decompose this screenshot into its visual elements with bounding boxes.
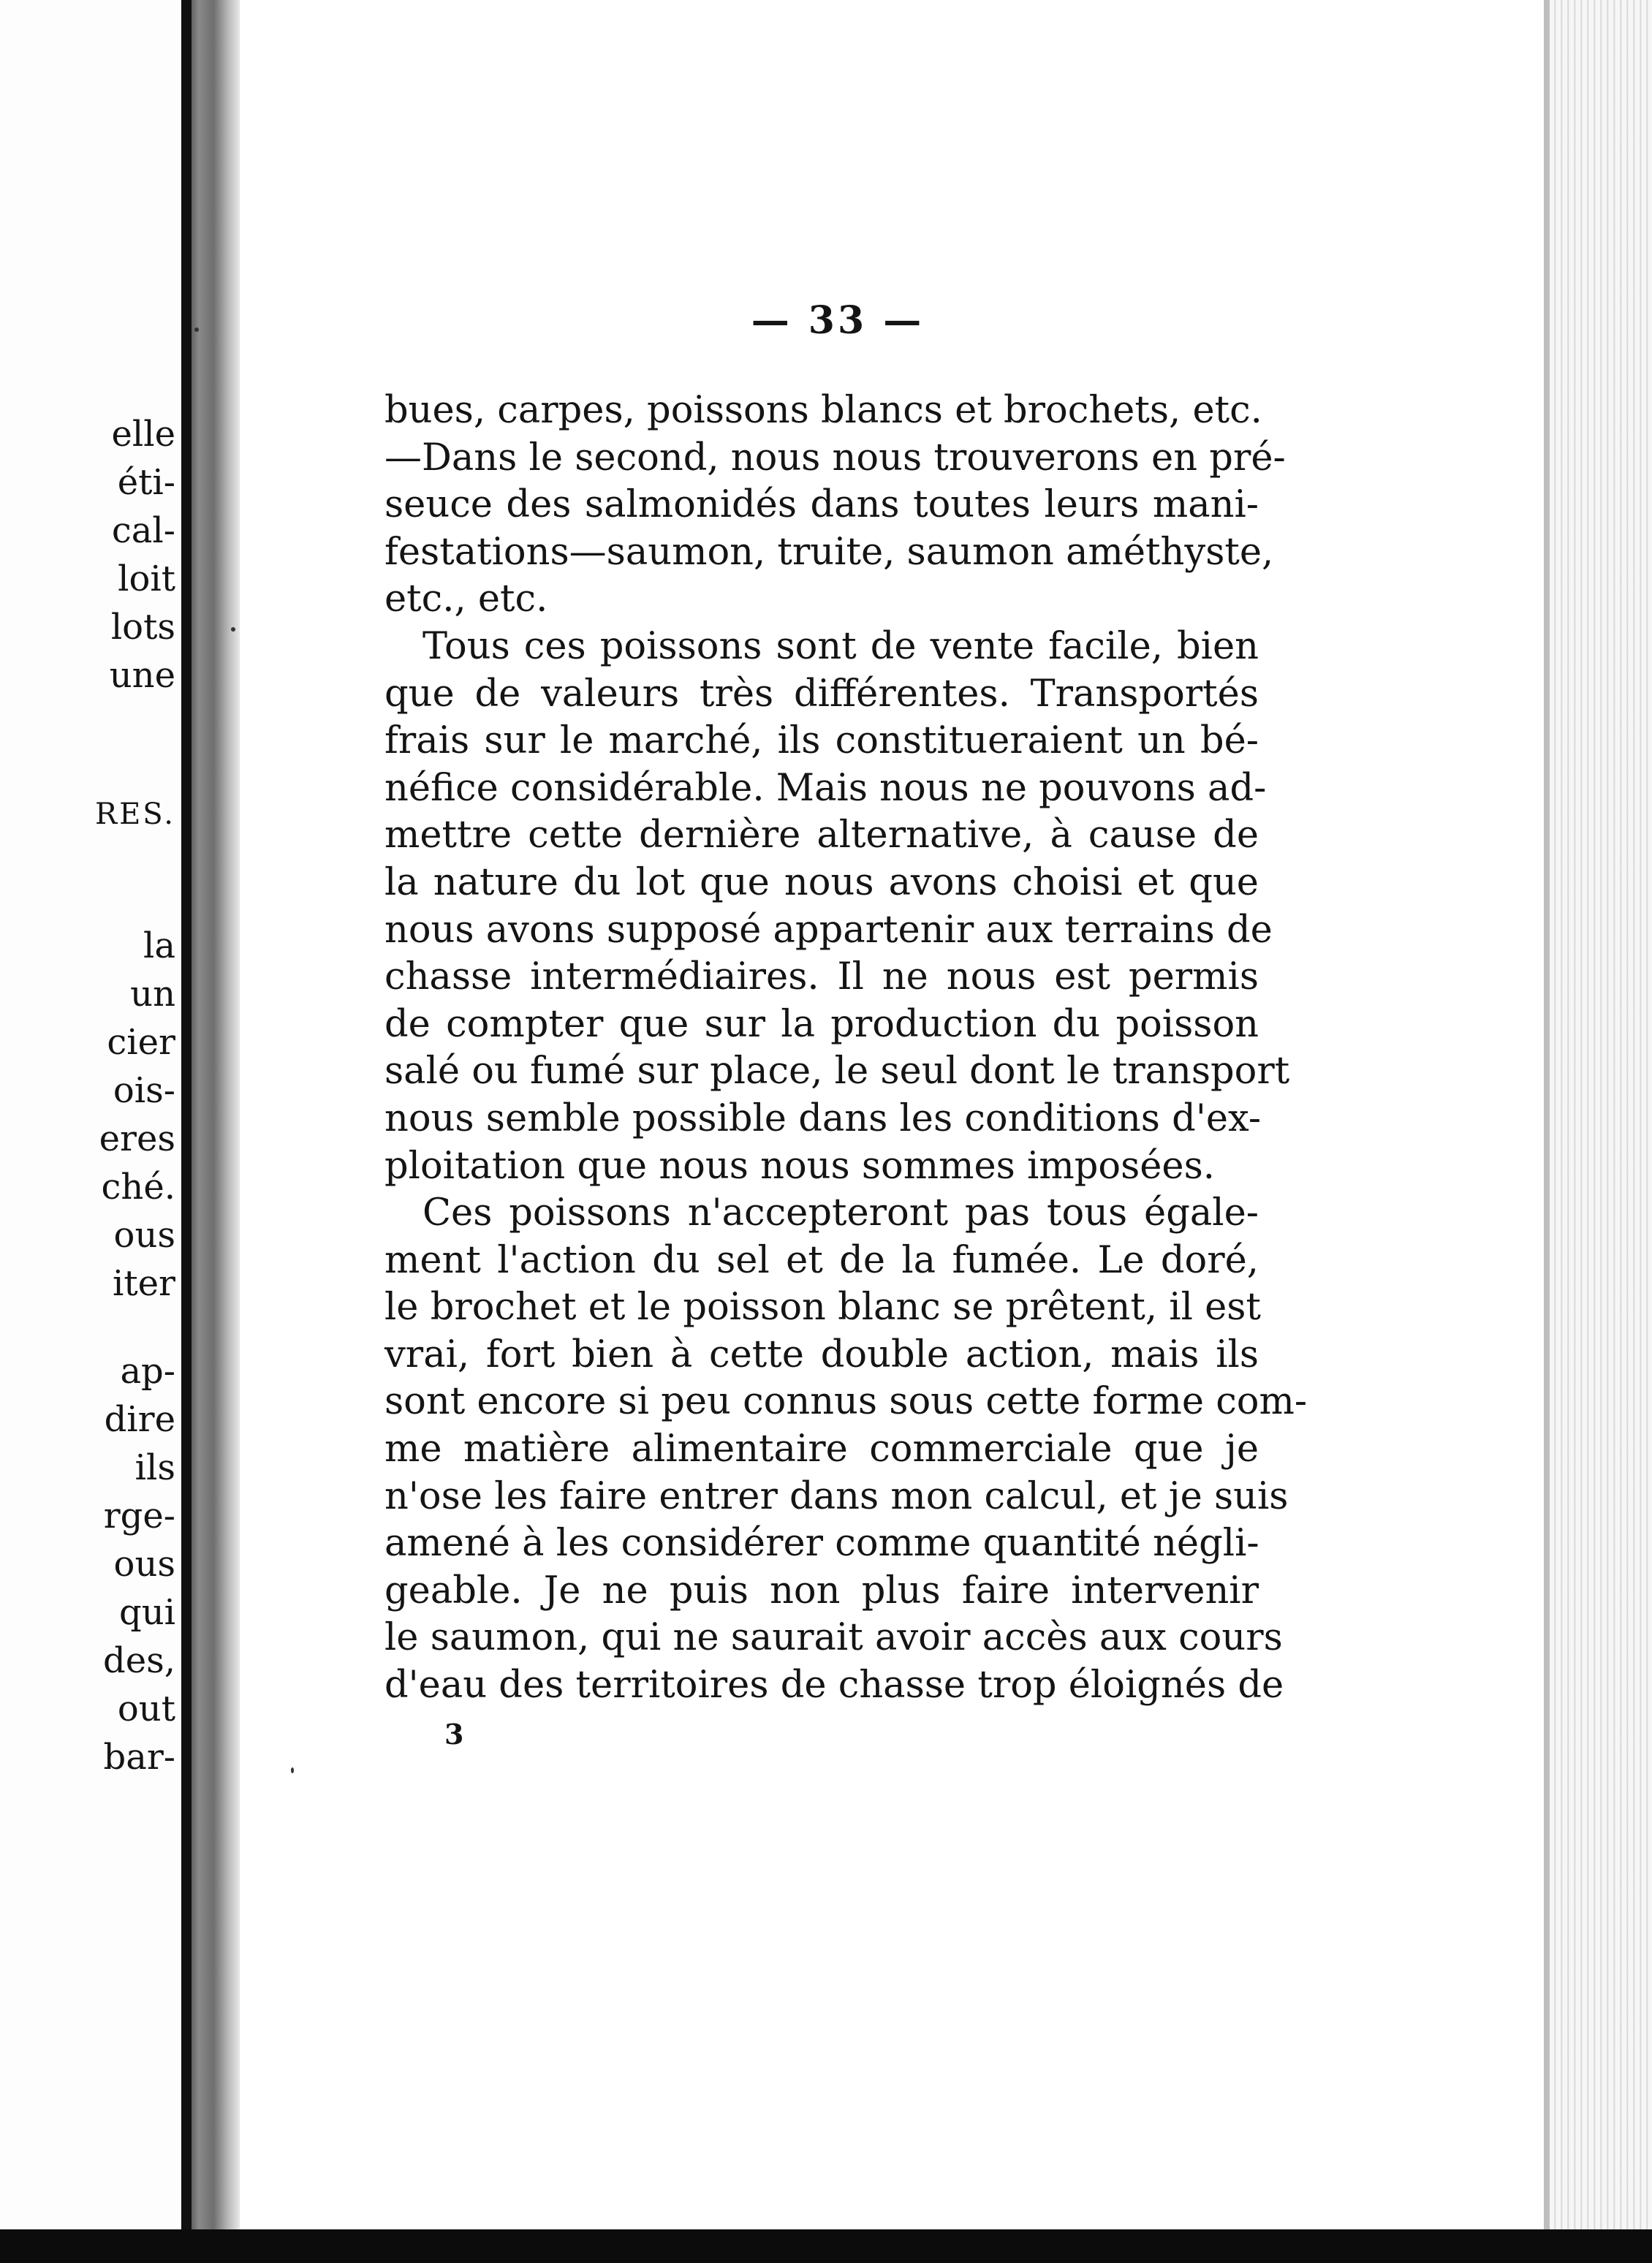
text-line: Tous ces poissons sont de vente facile, bien: [423, 624, 1259, 668]
left-margin-fragment: rge-: [103, 1496, 175, 1536]
text-line: sont encore si peu connus sous cette forme com-: [384, 1380, 1308, 1424]
left-margin-fragment: des,: [102, 1640, 175, 1681]
text-line: n'ose les faire entrer dans mon calcul, et je suis: [384, 1474, 1289, 1518]
left-margin-fragment: ap-: [120, 1351, 175, 1392]
text-line: de compter que sur la production du poisson: [384, 1002, 1259, 1046]
page-number-header: [0, 298, 1652, 343]
signature-mark: 3: [444, 1718, 464, 1751]
dust-speck: [194, 327, 199, 332]
dust-speck: [231, 627, 235, 632]
text-line: ploitation que nous nous sommes imposées.: [384, 1144, 1215, 1188]
text-line: vrai, fort bien à cette double action, mais ils: [384, 1333, 1259, 1376]
text-line: le saumon, qui ne saurait avoir accès aux cours: [384, 1616, 1283, 1660]
left-margin-fragment: lots: [110, 607, 175, 648]
text-line: —Dans le second, nous nous trouverons en pré-: [384, 436, 1286, 479]
text-line: mettre cette dernière alternative, à cause de: [384, 814, 1259, 857]
left-margin-fragment: bar-: [103, 1737, 175, 1778]
left-margin-fragment: cal-: [111, 510, 175, 551]
text-line: la nature du lot que nous avons choisi et que: [384, 860, 1259, 904]
text-line: etc., etc.: [384, 577, 548, 621]
text-line: frais sur le marché, ils constitueraient un bé-: [384, 719, 1259, 763]
left-margin-fragment: RES.: [94, 797, 175, 831]
text-line: salé ou fumé sur place, le seul dont le transport: [384, 1050, 1290, 1093]
text-line: chasse intermédiaires. Il ne nous est permis: [384, 955, 1259, 999]
left-margin-fragment: ché.: [101, 1167, 175, 1208]
text-line: Ces poissons n'accepteront pas tous égale-: [423, 1191, 1259, 1235]
paragraph: [384, 387, 1286, 623]
folio-text: — 33 —: [751, 298, 925, 343]
text-line: néfice considérable. Mais nous ne pouvons ad-: [384, 766, 1267, 810]
left-margin-fragment: ois-: [113, 1070, 175, 1111]
left-margin-fragment: eres: [99, 1118, 175, 1159]
left-margin-fragment: dire: [104, 1399, 175, 1440]
left-margin-fragment: éti-: [117, 462, 175, 503]
left-margin-fragment: iter: [113, 1263, 175, 1304]
left-margin-fragment: out: [117, 1688, 175, 1729]
left-margin-fragment: un: [130, 974, 175, 1015]
text-line: seuce des salmonidés dans toutes leurs mani-: [384, 483, 1259, 527]
text-line: que de valeurs très différentes. Transportés: [384, 672, 1259, 716]
text-line: nous avons supposé appartenir aux terrains de: [384, 908, 1273, 952]
left-margin-fragment: une: [109, 655, 175, 696]
left-margin-fragment: ils: [134, 1447, 175, 1488]
text-line: geable. Je ne puis non plus faire intervenir: [384, 1569, 1259, 1612]
text-line: ment l'action du sel et de la fumée. Le doré,: [384, 1238, 1259, 1282]
left-margin-fragment: elle: [111, 414, 175, 455]
left-margin-fragment: qui: [119, 1592, 175, 1633]
scan-bottom-border: [0, 2229, 1652, 2263]
text-line: le brochet et le poisson blanc se prêtent, il est: [384, 1286, 1261, 1330]
text-line: d'eau des territoires de chasse trop éloignés de: [384, 1664, 1284, 1707]
left-margin-fragment: ous: [113, 1544, 175, 1585]
paragraph: [384, 1190, 1308, 1710]
text-line: nous semble possible dans les conditions d'ex-: [384, 1096, 1262, 1140]
left-margin-fragment: ous: [113, 1215, 175, 1256]
page-body-text: [384, 387, 1308, 1710]
left-margin-fragment: cier: [107, 1022, 175, 1063]
paragraph: [384, 623, 1290, 1190]
left-margin-fragment: la: [143, 925, 175, 966]
left-margin-fragment: loit: [118, 558, 175, 599]
text-line: festations—saumon, truite, saumon améthyste,: [384, 530, 1274, 574]
text-line: bues, carpes, poissons blancs et brochets, etc.: [384, 389, 1262, 432]
text-line: amené à les considérer comme quantité négli-: [384, 1522, 1259, 1566]
text-line: me matière alimentaire commerciale que je: [384, 1428, 1259, 1471]
dust-speck: [291, 1767, 294, 1773]
